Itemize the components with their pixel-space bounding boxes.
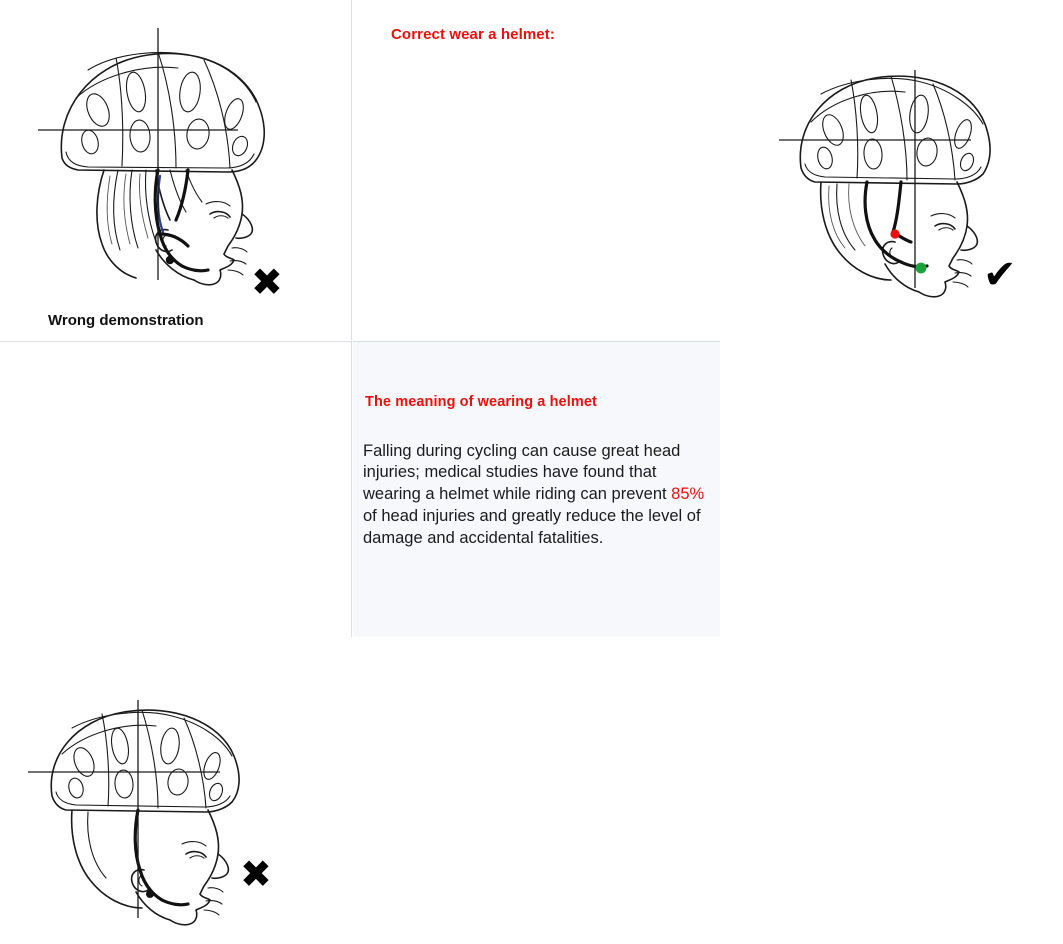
meaning-text-part1: Falling during cycling can cause great head injuries; medical studies have found that wearing a helmet while riding can prevent <box>363 441 681 504</box>
chin-strap-junction-marker <box>890 229 899 238</box>
correct-check-mark: ✔ <box>983 252 1017 298</box>
correct-demonstration-panel <box>353 0 1017 340</box>
wrong-demonstration-panel-2 <box>0 341 352 896</box>
wrong-cross-mark-1: ✖ <box>251 260 283 304</box>
wrong-cross-mark-2: ✖ <box>240 852 272 896</box>
meaning-text-part2: of head injuries and greatly reduce the level of damage and accidental fatalities. <box>363 507 701 548</box>
meaning-title: The meaning of wearing a helmet <box>365 394 597 410</box>
chin-buckle-marker <box>916 263 927 274</box>
meaning-body-text <box>363 441 707 551</box>
statistic-highlight: 85% <box>671 485 705 504</box>
alignment-crosshair <box>38 28 238 280</box>
correct-title: Correct wear a helmet: <box>391 26 555 43</box>
correct-helmet-drawing <box>763 62 1063 332</box>
wrong-helmet-drawing-2 <box>10 694 340 944</box>
wrong-helmet-illustration-2 <box>10 694 340 944</box>
wrong-demonstration-panel-1 <box>0 0 352 340</box>
wrong-helmet-illustration-1 <box>18 18 338 318</box>
meaning-panel <box>353 341 720 637</box>
correct-helmet-illustration <box>763 62 1063 332</box>
wrong-demonstration-caption: Wrong demonstration <box>48 312 204 329</box>
wrong-helmet-drawing-1 <box>18 18 338 318</box>
